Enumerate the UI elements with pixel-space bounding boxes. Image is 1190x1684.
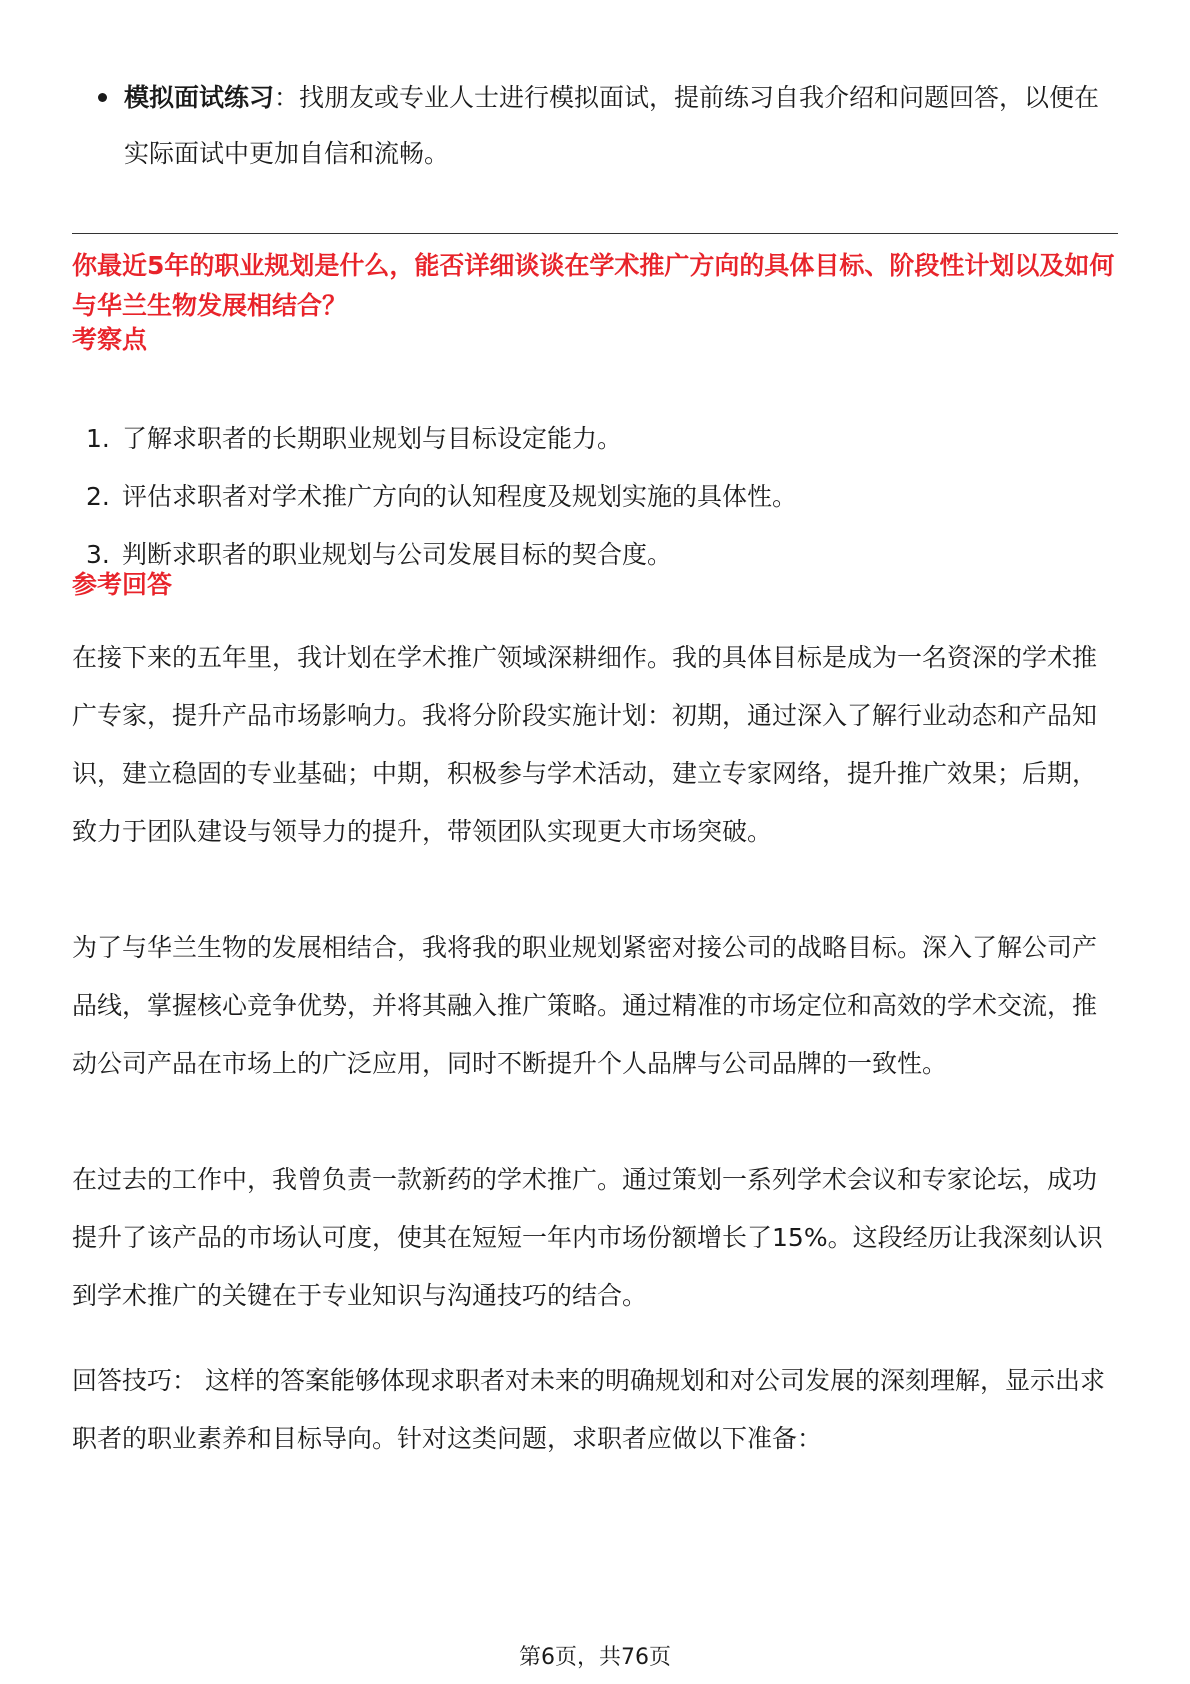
assessment-list (72, 421, 1118, 595)
bullet-label: 模拟面试练习 (124, 83, 275, 112)
list-item (72, 421, 1118, 479)
list-item-text: 判断求职者的职业规划与公司发展目标的契合度。 (122, 540, 673, 569)
section-divider (72, 233, 1118, 234)
question-title: 你最近5年的职业规划是什么，能否详细谈谈在学术推广方向的具体目标、阶段性计划以及如何与华兰生物发展相结合？ (72, 251, 1115, 320)
answer-paragraph: 为了与华兰生物的发展相结合，我将我的职业规划紧密对接公司的战略目标。深入了解公司产品线，掌握核心竞争优势，并将其融入推广策略。通过精准的市场定位和高效的学术交流，推动公司产品在市场上的广泛应用，同时不断提升个人品牌与公司品牌的一致性。 (72, 933, 1098, 1078)
answer-paragraph: 在过去的工作中，我曾负责一款新药的学术推广。通过策划一系列学术会议和专家论坛，成功提升了该产品的市场认可度，使其在短短一年内市场份额增长了15%。这段经历让我深刻认识到学术推广的关键在于专业知识与沟通技巧的结合。 (72, 1165, 1103, 1310)
bullet-dot-icon (98, 93, 107, 102)
bullet-item (98, 70, 1118, 182)
answer-paragraph: 在接下来的五年里，我计划在学术推广领域深耕细作。我的具体目标是成为一名资深的学术推广专家，提升产品市场影响力。我将分阶段实施计划：初期，通过深入了解行业动态和产品知识，建立稳固的专业基础；中期，积极参与学术活动，建立专家网络，提升推广效果；后期，致力于团队建设与领导力的提升，带领团队实现更大市场突破。 (72, 643, 1098, 846)
bullet-body: ：找朋友或专业人士进行模拟面试，提前练习自我介绍和问题回答，以便在实际面试中更加自信和流畅。 (124, 83, 1100, 168)
list-item (72, 537, 1118, 595)
page-number: 第6页，共76页 (519, 1645, 671, 1670)
list-item-number: 2. (86, 482, 110, 511)
assessment-heading: 考察点 (72, 325, 148, 354)
list-item-text: 评估求职者对学术推广方向的认知程度及规划实施的具体性。 (122, 482, 798, 511)
bullet-text (124, 70, 1118, 182)
list-item-number: 3. (86, 540, 110, 569)
list-item (72, 479, 1118, 537)
list-item-number: 1. (86, 424, 110, 453)
answer-heading: 参考回答 (72, 570, 173, 599)
list-item-text: 了解求职者的长期职业规划与目标设定能力。 (122, 424, 623, 453)
answer-tips-paragraph: 回答技巧： 这样的答案能够体现求职者对未来的明确规划和对公司发展的深刻理解，显示出求职者的职业素养和目标导向。针对这类问题，求职者应做以下准备： (72, 1366, 1105, 1453)
